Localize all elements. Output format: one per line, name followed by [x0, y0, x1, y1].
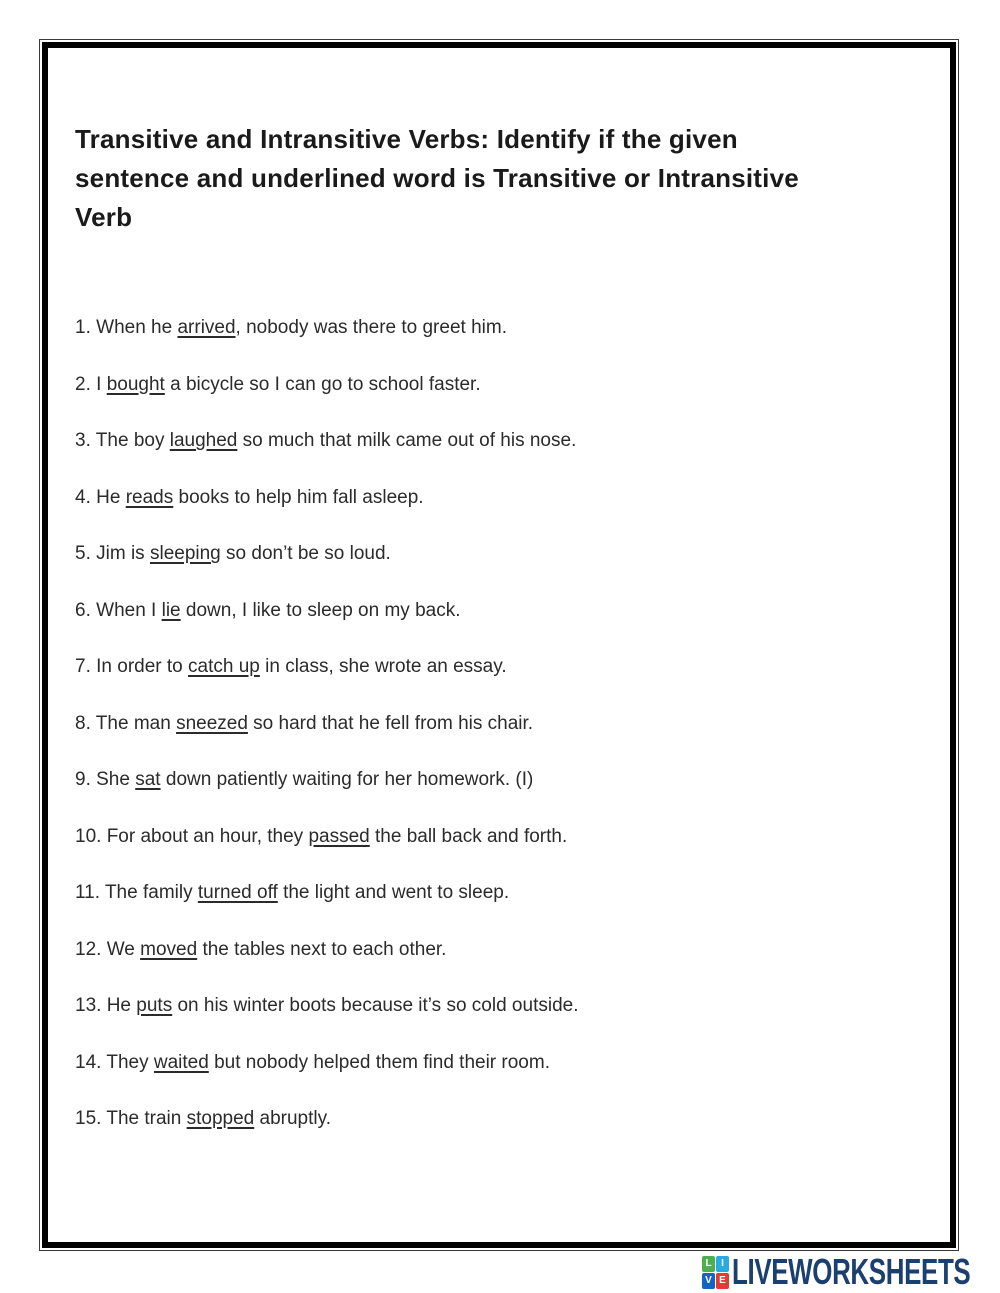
underlined-verb: turned off — [197, 882, 278, 903]
item-number: 5. — [75, 543, 91, 564]
item-number: 12. — [75, 938, 102, 960]
item-text-pre: In order to — [90, 656, 189, 677]
item-text-pre: He — [101, 995, 137, 1016]
item-text-pre: He — [90, 486, 126, 508]
item-text-post: so don’t be so loud. — [220, 543, 391, 564]
item-text-pre: When I — [90, 599, 162, 621]
item-text-pre: The train — [101, 1108, 187, 1129]
worksheet-border-frame — [39, 39, 959, 1251]
item-number: 4. — [75, 486, 91, 508]
item-text-pre: The man — [90, 712, 177, 734]
underlined-verb: moved — [140, 938, 198, 960]
sentence-item — [75, 429, 923, 453]
item-text-pre: We — [101, 938, 141, 960]
sentence-item — [75, 542, 923, 566]
item-text-post: so hard that he fell from his chair. — [247, 712, 534, 734]
item-text-post: in class, she wrote an essay. — [259, 656, 507, 677]
item-text-pre: For about an hour, they — [101, 825, 309, 847]
sentence-item — [75, 316, 923, 340]
item-text-pre: Jim is — [90, 543, 150, 564]
item-text-pre: She — [90, 769, 136, 790]
item-number: 7. — [75, 656, 91, 677]
underlined-verb: arrived — [177, 317, 236, 338]
item-text-post: down, I like to sleep on my back. — [180, 599, 461, 621]
item-text-post: but nobody helped them find their room. — [208, 1051, 550, 1073]
item-number: 1. — [75, 317, 91, 338]
worksheet-page — [42, 42, 956, 1248]
underlined-verb: waited — [153, 1051, 209, 1073]
sentence-item — [75, 938, 923, 962]
title-line: sentence and underlined word is Transitive or Intransitive — [75, 163, 799, 193]
liveworksheets-wordmark: LIVEWORKSHEETS — [732, 1251, 971, 1292]
item-text-pre: When he — [90, 317, 178, 338]
worksheet-title — [75, 120, 923, 237]
item-text-pre: I — [90, 373, 107, 395]
sentence-item — [75, 768, 923, 792]
item-number: 2. — [75, 373, 91, 395]
item-text-post: the ball back and forth. — [369, 825, 568, 847]
item-number: 11. — [75, 882, 101, 903]
underlined-verb: catch up — [188, 656, 260, 677]
item-text-post: on his winter boots because it’s so cold outside. — [172, 995, 579, 1016]
logo-square-l: L — [702, 1256, 715, 1272]
item-text-post: down patiently waiting for her homework. (I) — [160, 769, 534, 790]
sentence-item — [75, 994, 923, 1018]
liveworksheets-logo-icon — [702, 1256, 729, 1289]
item-text-post: books to help him fall asleep. — [173, 486, 424, 508]
underlined-verb: bought — [106, 373, 165, 395]
underlined-verb: puts — [136, 995, 173, 1016]
item-text-post: , nobody was there to greet him. — [235, 317, 507, 338]
underlined-verb: passed — [308, 825, 370, 847]
underlined-verb: sleeping — [149, 543, 221, 564]
item-number: 3. — [75, 430, 91, 451]
logo-square-e: E — [716, 1273, 729, 1289]
item-number: 14. — [75, 1051, 102, 1073]
title-line: Verb — [75, 202, 133, 232]
sentence-item — [75, 881, 923, 905]
sentence-item — [75, 599, 923, 623]
logo-square-i: I — [716, 1256, 729, 1272]
sentence-item — [75, 655, 923, 679]
sentence-item — [75, 712, 923, 736]
item-number: 10. — [75, 825, 102, 847]
sentence-list — [75, 316, 923, 1131]
logo-square-v: V — [702, 1273, 715, 1289]
liveworksheets-logo[interactable] — [702, 1251, 1000, 1292]
underlined-verb: stopped — [186, 1108, 255, 1129]
item-text-post: a bicycle so I can go to school faster. — [164, 373, 481, 395]
item-text-pre: They — [101, 1051, 154, 1073]
title-line: Transitive and Intransitive Verbs: Identify if the given — [75, 124, 738, 154]
item-number: 6. — [75, 599, 91, 621]
underlined-verb: reads — [125, 486, 174, 508]
item-text-post: the light and went to sleep. — [277, 882, 510, 903]
item-number: 15. — [75, 1108, 102, 1129]
underlined-verb: lie — [161, 599, 181, 621]
item-text-post: so much that milk came out of his nose. — [237, 430, 577, 451]
item-number: 9. — [75, 769, 91, 790]
sentence-item — [75, 486, 923, 510]
underlined-verb: laughed — [169, 430, 238, 451]
underlined-verb: sat — [135, 769, 161, 790]
sentence-item — [75, 373, 923, 397]
item-number: 13. — [75, 995, 102, 1016]
item-number: 8. — [75, 712, 91, 734]
sentence-item — [75, 1051, 923, 1075]
sentence-item — [75, 825, 923, 849]
item-text-post: abruptly. — [254, 1108, 331, 1129]
item-text-pre: The family — [100, 882, 198, 903]
underlined-verb: sneezed — [176, 712, 248, 734]
item-text-pre: The boy — [90, 430, 170, 451]
item-text-post: the tables next to each other. — [197, 938, 447, 960]
sentence-item — [75, 1107, 923, 1131]
